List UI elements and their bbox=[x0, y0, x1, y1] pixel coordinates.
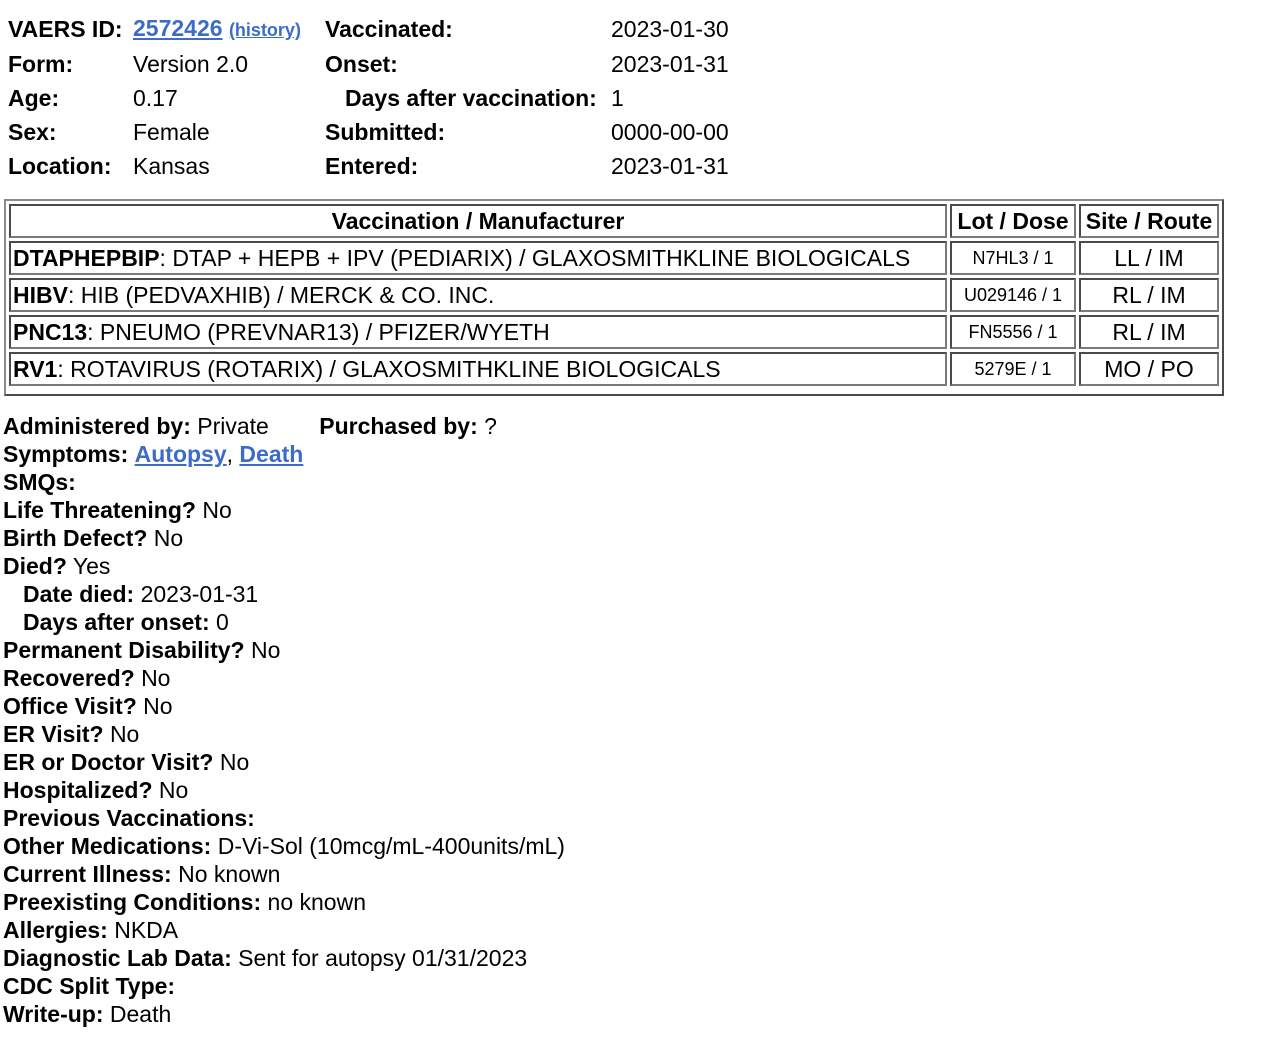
lot-dose-cell: U029146 / 1 bbox=[950, 278, 1076, 312]
vaers-id-cell bbox=[129, 11, 321, 47]
purchased-value: ? bbox=[484, 413, 497, 439]
vaccinated-value: 2023-01-30 bbox=[611, 16, 729, 42]
office-visit-label: Office Visit? bbox=[3, 693, 137, 719]
vaccine-code: DTAPHEPBIP bbox=[13, 245, 160, 271]
days-after-vaccination-value: 1 bbox=[611, 85, 624, 111]
write-up-value: Death bbox=[109, 1001, 172, 1027]
hospitalized-row bbox=[3, 776, 565, 804]
lot-dose-cell: N7HL3 / 1 bbox=[950, 241, 1076, 275]
preexisting-conditions-row bbox=[3, 888, 565, 916]
location-label: Location: bbox=[8, 153, 112, 179]
diagnostic-lab-data-row bbox=[3, 944, 565, 972]
onset-value: 2023-01-31 bbox=[611, 51, 729, 77]
current-illness-value: No known bbox=[178, 861, 281, 887]
symptoms-row bbox=[3, 440, 565, 468]
life-threatening-value: No bbox=[202, 497, 232, 523]
date-died-label: Date died: bbox=[23, 581, 135, 607]
preexisting-conditions-label: Preexisting Conditions: bbox=[3, 889, 262, 915]
vaccination-header-row bbox=[9, 204, 1219, 238]
age-label: Age: bbox=[8, 85, 60, 111]
hospitalized-value: No bbox=[158, 777, 189, 803]
vaccine-code: HIBV bbox=[13, 282, 68, 308]
symptom-death-link[interactable]: Death bbox=[239, 441, 304, 467]
died-value: Yes bbox=[72, 553, 111, 579]
symptom-autopsy-link[interactable]: Autopsy bbox=[134, 441, 227, 467]
permanent-disability-value: No bbox=[250, 637, 281, 663]
days-after-vaccination-label: Days after vaccination: bbox=[345, 85, 597, 111]
er-visit-value: No bbox=[109, 721, 140, 747]
location-value: Kansas bbox=[133, 153, 210, 179]
header-row bbox=[4, 47, 733, 81]
vaccine-description: : PNEUMO (PREVNAR13) / PFIZER/WYETH bbox=[87, 319, 550, 345]
site-route-cell: MO / PO bbox=[1079, 352, 1219, 386]
birth-defect-label: Birth Defect? bbox=[3, 525, 148, 551]
other-medications-row bbox=[3, 832, 565, 860]
days-after-onset-value: 0 bbox=[216, 609, 229, 635]
smqs-row bbox=[3, 468, 565, 496]
vaers-id-link[interactable]: 2572426 bbox=[133, 15, 223, 41]
submitted-label: Submitted: bbox=[325, 119, 446, 145]
er-visit-row bbox=[3, 720, 565, 748]
vaccination-cell bbox=[9, 278, 947, 312]
symptom-separator: , bbox=[226, 441, 234, 467]
vaers-id-label: VAERS ID: bbox=[8, 16, 123, 42]
symptoms-label: Symptoms: bbox=[3, 441, 129, 467]
write-up-row bbox=[3, 1000, 565, 1028]
er-doctor-visit-row bbox=[3, 748, 565, 776]
administered-label: Administered by: bbox=[3, 413, 191, 439]
entered-value: 2023-01-31 bbox=[611, 153, 729, 179]
vaccine-description: : DTAP + HEPB + IPV (PEDIARIX) / GLAXOSMITHKLINE BIOLOGICALS bbox=[159, 245, 911, 271]
vaccination-table-frame bbox=[4, 199, 1224, 396]
recovered-label: Recovered? bbox=[3, 665, 135, 691]
allergies-value: NKDA bbox=[114, 917, 179, 943]
report-header bbox=[4, 11, 733, 183]
vaccination-row bbox=[9, 278, 1219, 312]
diagnostic-lab-data-label: Diagnostic Lab Data: bbox=[3, 945, 232, 971]
header-row bbox=[4, 11, 733, 47]
died-row bbox=[3, 552, 565, 580]
vaccination-row bbox=[9, 241, 1219, 275]
vaccination-cell bbox=[9, 315, 947, 349]
vaccination-table bbox=[6, 201, 1222, 389]
site-route-cell: LL / IM bbox=[1079, 241, 1219, 275]
recovered-value: No bbox=[141, 665, 171, 691]
diagnostic-lab-data-value: Sent for autopsy 01/31/2023 bbox=[238, 945, 528, 971]
er-doctor-visit-label: ER or Doctor Visit? bbox=[3, 749, 214, 775]
hospitalized-label: Hospitalized? bbox=[3, 777, 153, 803]
other-medications-value: D-Vi-Sol (10mcg/mL-400units/mL) bbox=[217, 833, 565, 859]
vaccine-description: : ROTAVIRUS (ROTARIX) / GLAXOSMITHKLINE BIOLOGICALS bbox=[57, 356, 721, 382]
days-after-onset-label: Days after onset: bbox=[23, 609, 210, 635]
days-after-onset-row bbox=[3, 608, 565, 636]
lot-dose-header: Lot / Dose bbox=[950, 204, 1076, 238]
form-label: Form: bbox=[8, 51, 74, 77]
birth-defect-row bbox=[3, 524, 565, 552]
permanent-disability-label: Permanent Disability? bbox=[3, 637, 245, 663]
header-row bbox=[4, 81, 733, 115]
allergies-label: Allergies: bbox=[3, 917, 108, 943]
other-medications-label: Other Medications: bbox=[3, 833, 212, 859]
life-threatening-label: Life Threatening? bbox=[3, 497, 196, 523]
administered-purchased-row bbox=[3, 412, 565, 440]
previous-vaccinations-label: Previous Vaccinations: bbox=[3, 805, 255, 831]
birth-defect-value: No bbox=[153, 525, 184, 551]
site-route-header: Site / Route bbox=[1079, 204, 1219, 238]
permanent-disability-row bbox=[3, 636, 565, 664]
cdc-split-type-label: CDC Split Type: bbox=[3, 973, 176, 999]
header-row bbox=[4, 149, 733, 183]
entered-label: Entered: bbox=[325, 153, 419, 179]
form-value: Version 2.0 bbox=[133, 51, 249, 77]
purchased-label: Purchased by: bbox=[319, 413, 478, 439]
lot-dose-cell: FN5556 / 1 bbox=[950, 315, 1076, 349]
vaccination-cell bbox=[9, 352, 947, 386]
vaccinated-label: Vaccinated: bbox=[325, 16, 453, 42]
site-route-cell: RL / IM bbox=[1079, 278, 1219, 312]
smqs-label: SMQs: bbox=[3, 469, 76, 495]
life-threatening-row bbox=[3, 496, 565, 524]
previous-vaccinations-row bbox=[3, 804, 565, 832]
office-visit-value: No bbox=[143, 693, 173, 719]
header-row bbox=[4, 115, 733, 149]
onset-label: Onset: bbox=[325, 51, 398, 77]
vaccine-code: RV1 bbox=[13, 356, 58, 382]
vaccination-cell bbox=[9, 241, 947, 275]
recovered-row bbox=[3, 664, 565, 692]
lot-dose-cell: 5279E / 1 bbox=[950, 352, 1076, 386]
history-link[interactable]: (history) bbox=[228, 20, 301, 40]
vaccination-manufacturer-header: Vaccination / Manufacturer bbox=[9, 204, 947, 238]
vaccination-row bbox=[9, 352, 1219, 386]
report-details bbox=[3, 412, 565, 1028]
submitted-value: 0000-00-00 bbox=[611, 119, 729, 145]
office-visit-row bbox=[3, 692, 565, 720]
current-illness-label: Current Illness: bbox=[3, 861, 172, 887]
preexisting-conditions-value: no known bbox=[267, 889, 366, 915]
sex-value: Female bbox=[133, 119, 210, 145]
site-route-cell: RL / IM bbox=[1079, 315, 1219, 349]
er-doctor-visit-value: No bbox=[219, 749, 250, 775]
vaccination-row bbox=[9, 315, 1219, 349]
vaccine-description: : HIB (PEDVAXHIB) / MERCK & CO. INC. bbox=[67, 282, 495, 308]
age-value: 0.17 bbox=[133, 85, 178, 111]
administered-value: Private bbox=[197, 413, 269, 439]
date-died-value: 2023-01-31 bbox=[140, 581, 259, 607]
sex-label: Sex: bbox=[8, 119, 57, 145]
current-illness-row bbox=[3, 860, 565, 888]
write-up-label: Write-up: bbox=[3, 1001, 104, 1027]
er-visit-label: ER Visit? bbox=[3, 721, 104, 747]
cdc-split-type-row bbox=[3, 972, 565, 1000]
allergies-row bbox=[3, 916, 565, 944]
died-label: Died? bbox=[3, 553, 67, 579]
vaccine-code: PNC13 bbox=[13, 319, 88, 345]
date-died-row bbox=[3, 580, 565, 608]
